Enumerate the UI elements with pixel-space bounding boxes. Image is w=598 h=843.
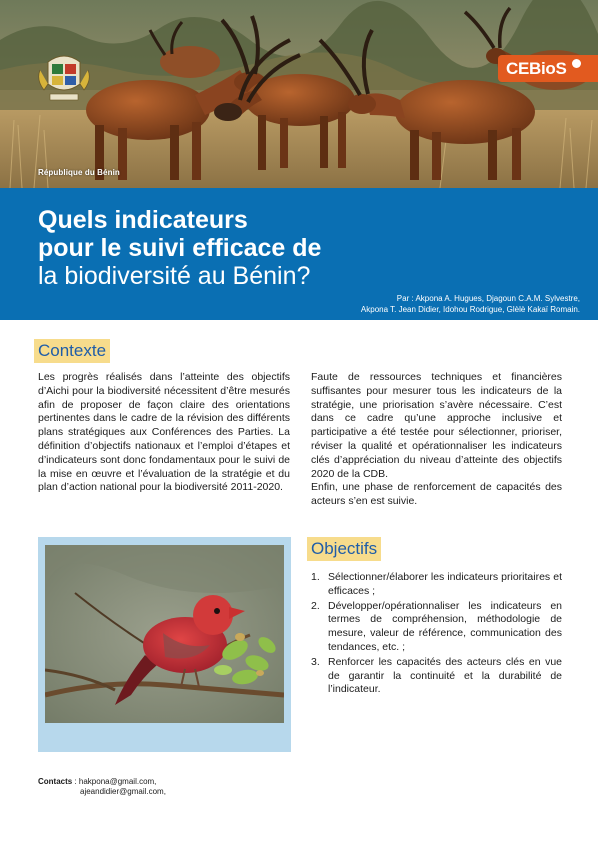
cebios-logo [498,55,598,82]
list-item [311,600,562,655]
objectifs-heading: Objectifs [307,537,381,561]
list-item-text: Sélectionner/élaborer les indicateurs prioritaires et efficaces ; [328,571,562,597]
authors-line-1: Par : Akpona A. Hugues, Djagoun C.A.M. Sylvestre, [396,294,580,303]
contact-email-1[interactable]: hakpona@gmail.com, [78,777,157,786]
logo-text: CEBioS [506,58,567,78]
coat-of-arms-emblem [36,50,92,102]
list-item-number: 1. [311,571,320,583]
list-item-number: 2. [311,599,320,612]
contexte-paragraph-1: Les progrès réalisés dans l’atteinte des objectifs d’Aichi pour la biodiversité nécessitent d’être mesurés afin de proposer de façon claire des orientations pertinentes dans le cadre de la révision des différents plans stratégiques aux Conférences des Parties. La définition d’objectifs nationaux et l’emploi d’étapes et d’indicateurs sont donc fondamentaux pour le suivi de la mise en œuvre et l’évaluation de la stratégie et du plan d’action national pour la biodiversité 2011-2020. [38,371,290,494]
contexte-column-left [38,371,290,495]
title-line-2: pour le suivi efficace de [38,234,322,262]
country-label: République du Bénin [38,168,120,177]
list-item-text: Développer/opérationnaliser les indicateurs en termes de compréhension, méthodologie de mesure, valeur de référence, communication des tendances, etc. ; [328,599,562,653]
page-title [38,206,321,290]
list-item [311,656,562,697]
bird-photo-frame [38,537,291,752]
contacts-label: Contacts [38,777,73,786]
contexte-paragraph-3: Enfin, une phase de renforcement de capacités des acteurs s’en est suivie. [311,481,562,508]
contacts [38,777,166,797]
logo-dot-icon [572,59,581,68]
contacts-separator: : [72,777,79,786]
hero-photo [0,0,598,188]
list-item [311,571,562,599]
contexte-heading: Contexte [34,339,110,363]
authors-line-2: Akpona T. Jean Didier, Idohou Rodrigue, Glèlè Kakaï Romain. [360,305,580,314]
title-line-3: la biodiversité au Bénin? [38,262,311,290]
contexte-column-right [311,371,562,509]
contexte-paragraph-2: Faute de ressources techniques et financières suffisantes pour mesurer tous les indicateurs de la stratégie, une priorisation s’avère nécessaire. C’est dans ce cadre qu’une approche inclusive et participative a été testée pour sélectionner, prioriser, réviser la qualité et opérationnaliser les indicateurs clés d’appréciation du niveau d’atteinte des objectifs 2020 de la CDB. [311,371,562,480]
contact-email-2[interactable]: ajeandidier@gmail.com, [80,787,166,796]
title-line-1: Quels indicateurs [38,206,248,234]
red-bird-photo [45,545,284,723]
list-item-text: Renforcer les capacités des acteurs clés en vue de garantir la continuité et la durabilité de l’indicateur. [328,655,562,696]
list-item-number: 3. [311,655,320,668]
authors [220,293,580,315]
objectifs-list [311,571,562,698]
